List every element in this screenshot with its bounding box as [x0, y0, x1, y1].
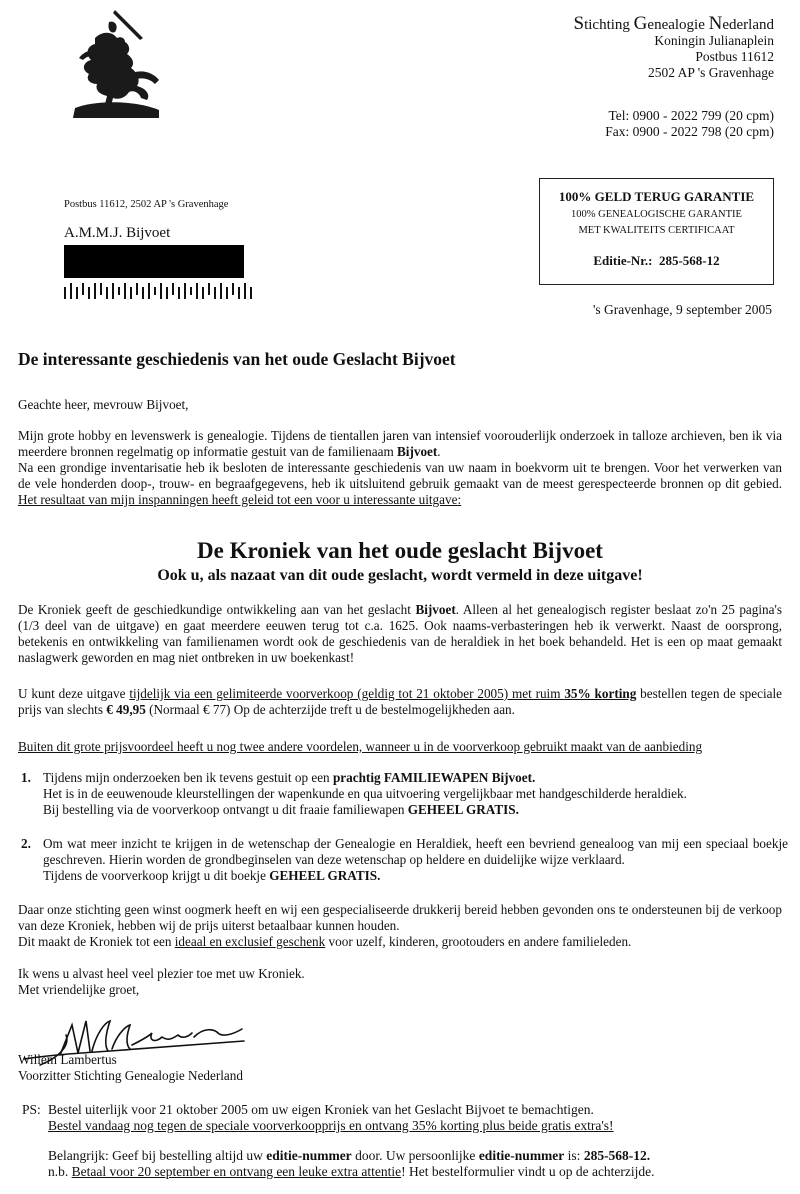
postal-barcode-icon [64, 283, 254, 299]
book-title: De Kroniek van het oude geslacht Bijvoet [197, 538, 603, 563]
book-subtitle: Ook u, als nazaat van dit oude geslacht, wordt vermeld in deze uitgave! [157, 567, 643, 584]
offer-text: U kunt deze uitgave tijdelijk via een gelimiteerde voorverkoop (geldig tot 21 oktober 2005) met ruim 35% korting bestellen tegen de speciale prijs van slechts € 49,95 (Normaal € 77) Op de achterzijde treft u de bestelmogelijkheden aan. [18, 686, 783, 717]
advantage-item-1: 1. Tijdens mijn onderzoeken ben ik tevens gestuit op een prachtig FAMILIEWAPEN Bijvoet. Het is in de eeuwenoude kleurstellingen der wapenkunde en qua uitvoering vergelijkbaar met handgeschilderde heraldiek. Bij bestelling via de voorverkoop ontvangt u dit fraaie familiewapen GEHEEL GRATIS. [21, 770, 687, 817]
advantages-intro: Buiten dit grote prijsvoordeel heeft u nog twee andere voordelen, wanneer u in de voorverkoop gebruikt maakt van de aanbieding [18, 739, 703, 754]
guarantee-title: 100% GELD TERUG GARANTIE [558, 189, 755, 204]
org-contact [605, 108, 774, 140]
letter-date: 's Gravenhage, 9 september 2005 [592, 302, 772, 317]
closing-text: Daar onze stichting geen winst oogmerk heeft en wij een gespecialiseerde drukkerij bereid hebben gevonden ons te ondersteunen bij de verkoop van deze Kroniek, hebben wij de prijs uiterst betaalbaar kunnen houden. Dit maakt de Kroniek tot een ideaal en exclusief geschenk voor uzelf, kinderen, grootouders en andere familieleden. [18, 902, 782, 949]
redacted-address-block [64, 245, 244, 278]
ps-text: Bestel uiterlijk voor 21 oktober 2005 om uw eigen Kroniek van het Geslacht Bijvoet te bemachtigen. Bestel vandaag nog tegen de speciale voorverkoopprijs en ontvang 35% korting plus beide gratis extra's! [48, 1102, 614, 1133]
return-address: Postbus 11612, 2502 AP 's Gravenhage [64, 199, 229, 210]
org-address-line: Postbus 11612 [695, 49, 774, 64]
intro-paragraph-2: Na een grondige inventarisatie heb ik besloten de interessante geschiedenis van uw naam in boekvorm uit te brengen. Voor het verwerken van de vele honderden doop-, trouw- en begraafgegevens, heb ik uitsluitend gebruik gemaakt van de meest gerespecteerde bronnen op dit gebied. Het resultaat van mijn inspanningen heeft geleid tot een voor u interessante uitgave: [18, 460, 782, 507]
recipient-name: A.M.M.J. Bijvoet [64, 225, 171, 241]
org-letterhead [573, 13, 774, 81]
signer-block [18, 1052, 782, 1084]
org-tel: Tel: 0900 - 2022 799 (20 cpm) [608, 108, 774, 123]
org-name: Stichting Genealogie Nederland [573, 13, 774, 34]
signer-name: Willem Lambertus [18, 1052, 117, 1067]
org-address-line: Koningin Julianaplein [654, 33, 774, 48]
org-address-line: 2502 AP 's Gravenhage [647, 65, 774, 80]
knight-logo-icon [55, 8, 175, 123]
important-note: Belangrijk: Geef bij bestelling altijd uw editie-nummer door. Uw persoonlijke editie-nummer is: 285-568-12. n.b. Betaal voor 20 september en ontvang een leuke extra attentie! Het bestelformulier vindt u op de achterzijde. [48, 1148, 655, 1179]
guarantee-line: MET KWALITEITS CERTIFICAAT [578, 225, 735, 236]
advantage-item-2: 2. Om wat meer inzicht te krijgen in de wetenschap der Genealogie en Heraldiek, heeft een bevriend genealoog van mij een speciaal boekje geschreven. Hierin worden de grondbeginselen van deze wetenschap op heldere en duidelijke wijze verklaard. Tijdens de voorverkoop krijgt u dit boekje GEHEEL GRATIS. [21, 836, 788, 883]
letter-heading: De interessante geschiedenis van het oude Geslacht Bijvoet [18, 349, 456, 369]
book-description: De Kroniek geeft de geschiedkundige ontwikkeling aan van het geslacht Bijvoet. Alleen al het genealogisch register beslaat zo'n 25 pagina's (1/3 deel van de uitgave) en gaat meerdere eeuwen terug tot c.a. 1625. Ook naams-verbasteringen heb ik verwerkt. Naast de oorsprong, betekenis en ontwikkeling van familienamen wordt ook de geschiedenis van de heraldiek in het boek behandeld. Het is een op maat gemaakt naslagwerk geworden en mag niet ontbreken in uw boekenkast! [18, 602, 782, 665]
signer-title: Voorzitter Stichting Genealogie Nederland [18, 1068, 243, 1083]
closing-wishes: Ik wens u alvast heel veel plezier toe met uw Kroniek. Met vriendelijke groet, [18, 966, 305, 997]
intro-paragraph-1: Mijn grote hobby en levenswerk is genealogie. Tijdens de tientallen jaren van intensief voorouderlijk onderzoek in talloze archieven, ben ik via meerdere bronnen regelmatig op informatie gestuit van de familienaam Bijvoet. [18, 428, 782, 459]
intro-text [18, 428, 782, 508]
guarantee-line: 100% GENEALOGISCHE GARANTIE [571, 209, 742, 220]
salutation: Geachte heer, mevrouw Bijvoet, [18, 397, 189, 412]
guarantee-box [539, 178, 774, 285]
edition-number: Editie-Nr.: 285-568-12 [593, 253, 720, 268]
org-fax: Fax: 0900 - 2022 798 (20 cpm) [605, 124, 774, 139]
ps-label: PS: [22, 1102, 41, 1117]
